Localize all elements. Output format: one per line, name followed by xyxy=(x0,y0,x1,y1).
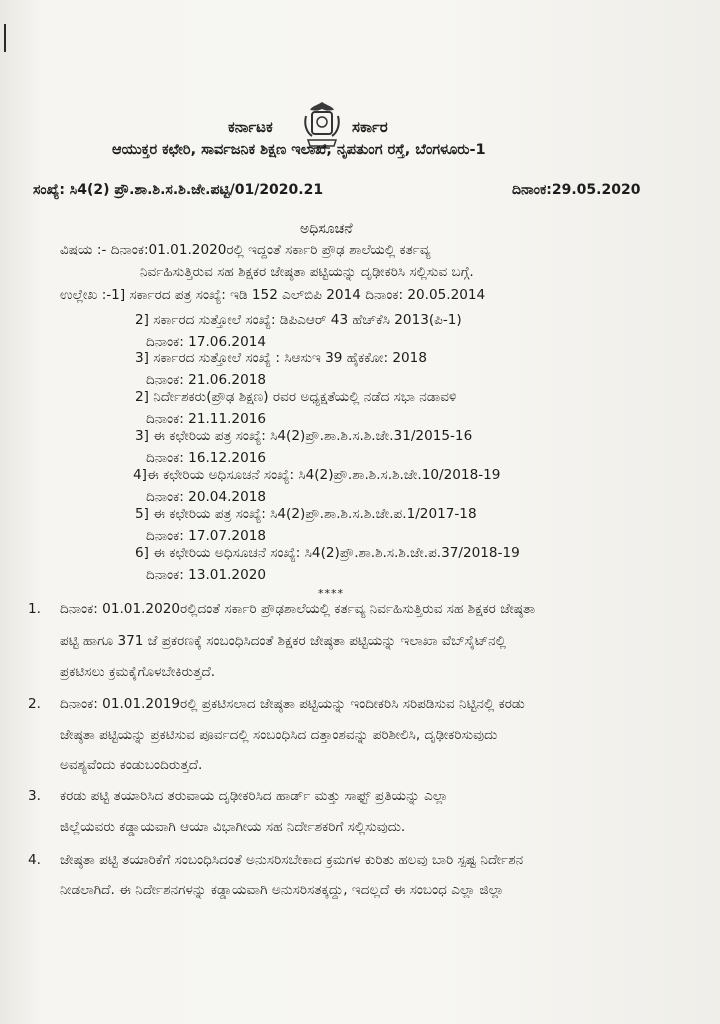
paragraph-3-line-1: ಕರಡು ಪಟ್ಟಿ ತಯಾರಿಸಿದ ತರುವಾಯ ದೃಢೀಕರಿಸಿದ ಹಾರ್ಡ್ ಮತ್ತು ಸಾಫ್ಟ್ ಪ್ರತಿಯನ್ನು ಎಲ್ಲಾ xyxy=(60,788,449,804)
paragraph-3-number: 3. xyxy=(28,788,41,804)
reference-1: ಉಲ್ಲೇಖ :-1] ಸರ್ಕಾರದ ಪತ್ರ ಸಂಖ್ಯೆ: ಇಡಿ 152 ಎಲ್‌ಬಿಪಿ 2014 ದಿನಾಂಕ: 20.05.2014 xyxy=(60,287,486,303)
reference-6: 4]ಈ ಕಛೇರಿಯ ಅಧಿಸೂಚನೆ ಸಂಖ್ಯೆ: ಸಿ4(2)ಪ್ರೌ.ಶಾ.ಶಿ.ಸ.ಶಿ.ಜೇ.10/2018-19 xyxy=(133,467,501,483)
reference-3: 3] ಸರ್ಕಾರದ ಸುತ್ತೋಲೆ ಸಂಖ್ಯೆ : ಸಿಆಸುಇ 39 ಹೈಕಕೋ: 2018 xyxy=(135,350,427,366)
paragraph-1-line-3: ಪ್ರಕಟಿಸಲು ಕ್ರಮಕೈಗೊಳಬೇಕಿರುತ್ತದೆ. xyxy=(60,664,216,680)
paragraph-4-line-2: ನೀಡಲಾಗಿದೆ. ಈ ನಿರ್ದೇಶನಗಳನ್ನು ಕಡ್ಡಾಯವಾಗಿ ಅನುಸರಿಸತಕ್ಕದ್ದು, ಇದಲ್ಲದೆ ಈ ಸಂಬಂಧ ಎಲ್ಲಾ ಜಿಲ್ಲಾ xyxy=(60,882,504,898)
paragraph-1-number: 1. xyxy=(28,601,41,617)
separator-stars: **** xyxy=(318,587,344,600)
paragraph-2-line-1: ದಿನಾಂಕ: 01.01.2019ರಲ್ಲಿ ಪ್ರಕಟಿಸಲಾದ ಜೇಷ್ಠತಾ ಪಟ್ಟಿಯನ್ನು ಇಂದೀಕರಿಸಿ ಸರಿಪಡಿಸುವ ನಿಟ್ಟಿನಲ್ಲಿ ಕರಡು xyxy=(60,696,525,712)
paragraph-2-line-3: ಅವಶ್ಯವೆಂದು ಕಂಡುಬಂದಿರುತ್ತದೆ. xyxy=(60,757,203,773)
paragraph-2-number: 2. xyxy=(28,696,41,712)
paragraph-4-number: 4. xyxy=(28,852,41,868)
paragraph-2-line-2: ಜೇಷ್ಠತಾ ಪಟ್ಟಿಯನ್ನು ಪ್ರಕಟಿಸುವ ಪೂರ್ವದಲ್ಲಿ ಸಂಬಂಧಿಸಿದ ದತ್ತಾಂಶವನ್ನು ಪರಿಶೀಲಿಸಿ, ದೃಢೀಕರಿಸುವುದು xyxy=(60,727,498,743)
reference-4: 2] ನಿರ್ದೇಶಕರು(ಪ್ರೌಢ ಶಿಕ್ಷಣ) ರವರ ಅಧ್ಯಕ್ಷತೆಯಲ್ಲಿ ನಡೆದ ಸಭಾ ನಡಾವಳಿ xyxy=(135,389,457,405)
notification-title: ಅಧಿಸೂಚನೆ xyxy=(300,221,353,237)
office-address: ಆಯುಕ್ತರ ಕಛೇರಿ, ಸಾರ್ವಜನಿಕ ಶಿಕ್ಷಣ ಇಲಾಖೆ, ನೃಪತುಂಗ ರಸ್ತೆ, ಬೆಂಗಳೂರು-1 xyxy=(112,142,486,158)
reference-8-date: ದಿನಾಂಕ: 13.01.2020 xyxy=(146,567,267,583)
reference-7: 5] ಈ ಕಛೇರಿಯ ಪತ್ರ ಸಂಖ್ಯೆ: ಸಿ4(2)ಪ್ರೌ.ಶಾ.ಶಿ.ಸ.ಶಿ.ಜೇ.ಪ.1/2017-18 xyxy=(135,506,477,522)
reference-7-date: ದಿನಾಂಕ: 17.07.2018 xyxy=(146,528,267,544)
scan-edge-mark xyxy=(4,24,6,52)
reference-3-date: ದಿನಾಂಕ: 21.06.2018 xyxy=(146,372,267,388)
state-name-right: ಸರ್ಕಾರ xyxy=(352,118,388,136)
reference-8: 6] ಈ ಕಛೇರಿಯ ಅಧಿಸೂಚನೆ ಸಂಖ್ಯೆ: ಸಿ4(2)ಪ್ರೌ.ಶಾ.ಶಿ.ಸ.ಶಿ.ಜೇ.ಪ.37/2018-19 xyxy=(135,545,520,561)
paragraph-4-line-1: ಜೇಷ್ಠತಾ ಪಟ್ಟಿ ತಯಾರಿಕೆಗೆ ಸಂಬಂಧಿಸಿದಂತೆ ಅನುಸರಿಸಬೇಕಾದ ಕ್ರಮಗಳ ಕುರಿತು ಹಲವು ಬಾರಿ ಸ್ಪಷ್ಟ ನಿರ್ದೇಶನ xyxy=(60,852,524,868)
reference-5-date: ದಿನಾಂಕ: 16.12.2016 xyxy=(146,450,267,466)
state-name-left: ಕರ್ನಾಟಕ xyxy=(228,118,273,136)
paragraph-1-line-2: ಪಟ್ಟಿ ಹಾಗೂ 371 ಜೆ ಪ್ರಕರಣಕ್ಕೆ ಸಂಬಂಧಿಸಿದಂತೆ ಶಿಕ್ಷಕರ ಜೇಷ್ಠತಾ ಪಟ್ಟಿಯನ್ನು ಇಲಾಖಾ ವೆಬ್‌ಸೈಟ್‌ನಲ್ಲಿ xyxy=(60,633,506,649)
paragraph-3-line-2: ಜಿಲ್ಲೆಯವರು ಕಡ್ಡಾಯವಾಗಿ ಆಯಾ ವಿಭಾಗೀಯ ಸಹ ನಿರ್ದೇಶಕರಿಗೆ ಸಲ್ಲಿಸುವುದು. xyxy=(60,819,406,835)
reference-2-date: ದಿನಾಂಕ: 17.06.2014 xyxy=(146,334,267,350)
subject-line-1: ವಿಷಯ :- ದಿನಾಂಕ:01.01.2020ರಲ್ಲಿ ಇದ್ದಂತೆ ಸರ್ಕಾರಿ ಪ್ರೌಢ ಶಾಲೆಯಲ್ಲಿ ಕರ್ತವ್ಯ xyxy=(60,242,431,258)
document-date: ದಿನಾಂಕ:29.05.2020 xyxy=(512,182,641,198)
reference-4-date: ದಿನಾಂಕ: 21.11.2016 xyxy=(146,411,267,427)
reference-number: ಸಂಖ್ಯೆ: ಸಿ4(2) ಪ್ರೌ.ಶಾ.ಶಿ.ಸ.ಶಿ.ಜೇ.ಪಟ್ಟಿ/01/2020.21 xyxy=(33,182,324,198)
reference-5: 3] ಈ ಕಛೇರಿಯ ಪತ್ರ ಸಂಖ್ಯೆ: ಸಿ4(2)ಪ್ರೌ.ಶಾ.ಶಿ.ಸ.ಶಿ.ಜೇ.31/2015-16 xyxy=(135,428,473,444)
subject-line-2: ನಿರ್ವಹಿಸುತ್ತಿರುವ ಸಹ ಶಿಕ್ಷಕರ ಜೇಷ್ಠತಾ ಪಟ್ಟಿಯನ್ನು ದೃಢೀಕರಿಸಿ ಸಲ್ಲಿಸುವ ಬಗ್ಗೆ. xyxy=(140,264,474,280)
reference-6-date: ದಿನಾಂಕ: 20.04.2018 xyxy=(146,489,267,505)
reference-2: 2] ಸರ್ಕಾರದ ಸುತ್ತೋಲೆ ಸಂಖ್ಯೆ: ಡಿಪಿಎಆರ್ 43 ಹೆಚ್‌ಕೆಸಿ 2013(ಪಿ-1) xyxy=(135,312,462,328)
paragraph-1-line-1: ದಿನಾಂಕ: 01.01.2020ರಲ್ಲಿದಂತೆ ಸರ್ಕಾರಿ ಪ್ರೌಢಶಾಲೆಯಲ್ಲಿ ಕರ್ತವ್ಯ ನಿರ್ವಹಿಸುತ್ತಿರುವ ಸಹ ಶಿಕ್ಷಕರ ಜೇಷ್ಠತಾ xyxy=(60,601,536,617)
